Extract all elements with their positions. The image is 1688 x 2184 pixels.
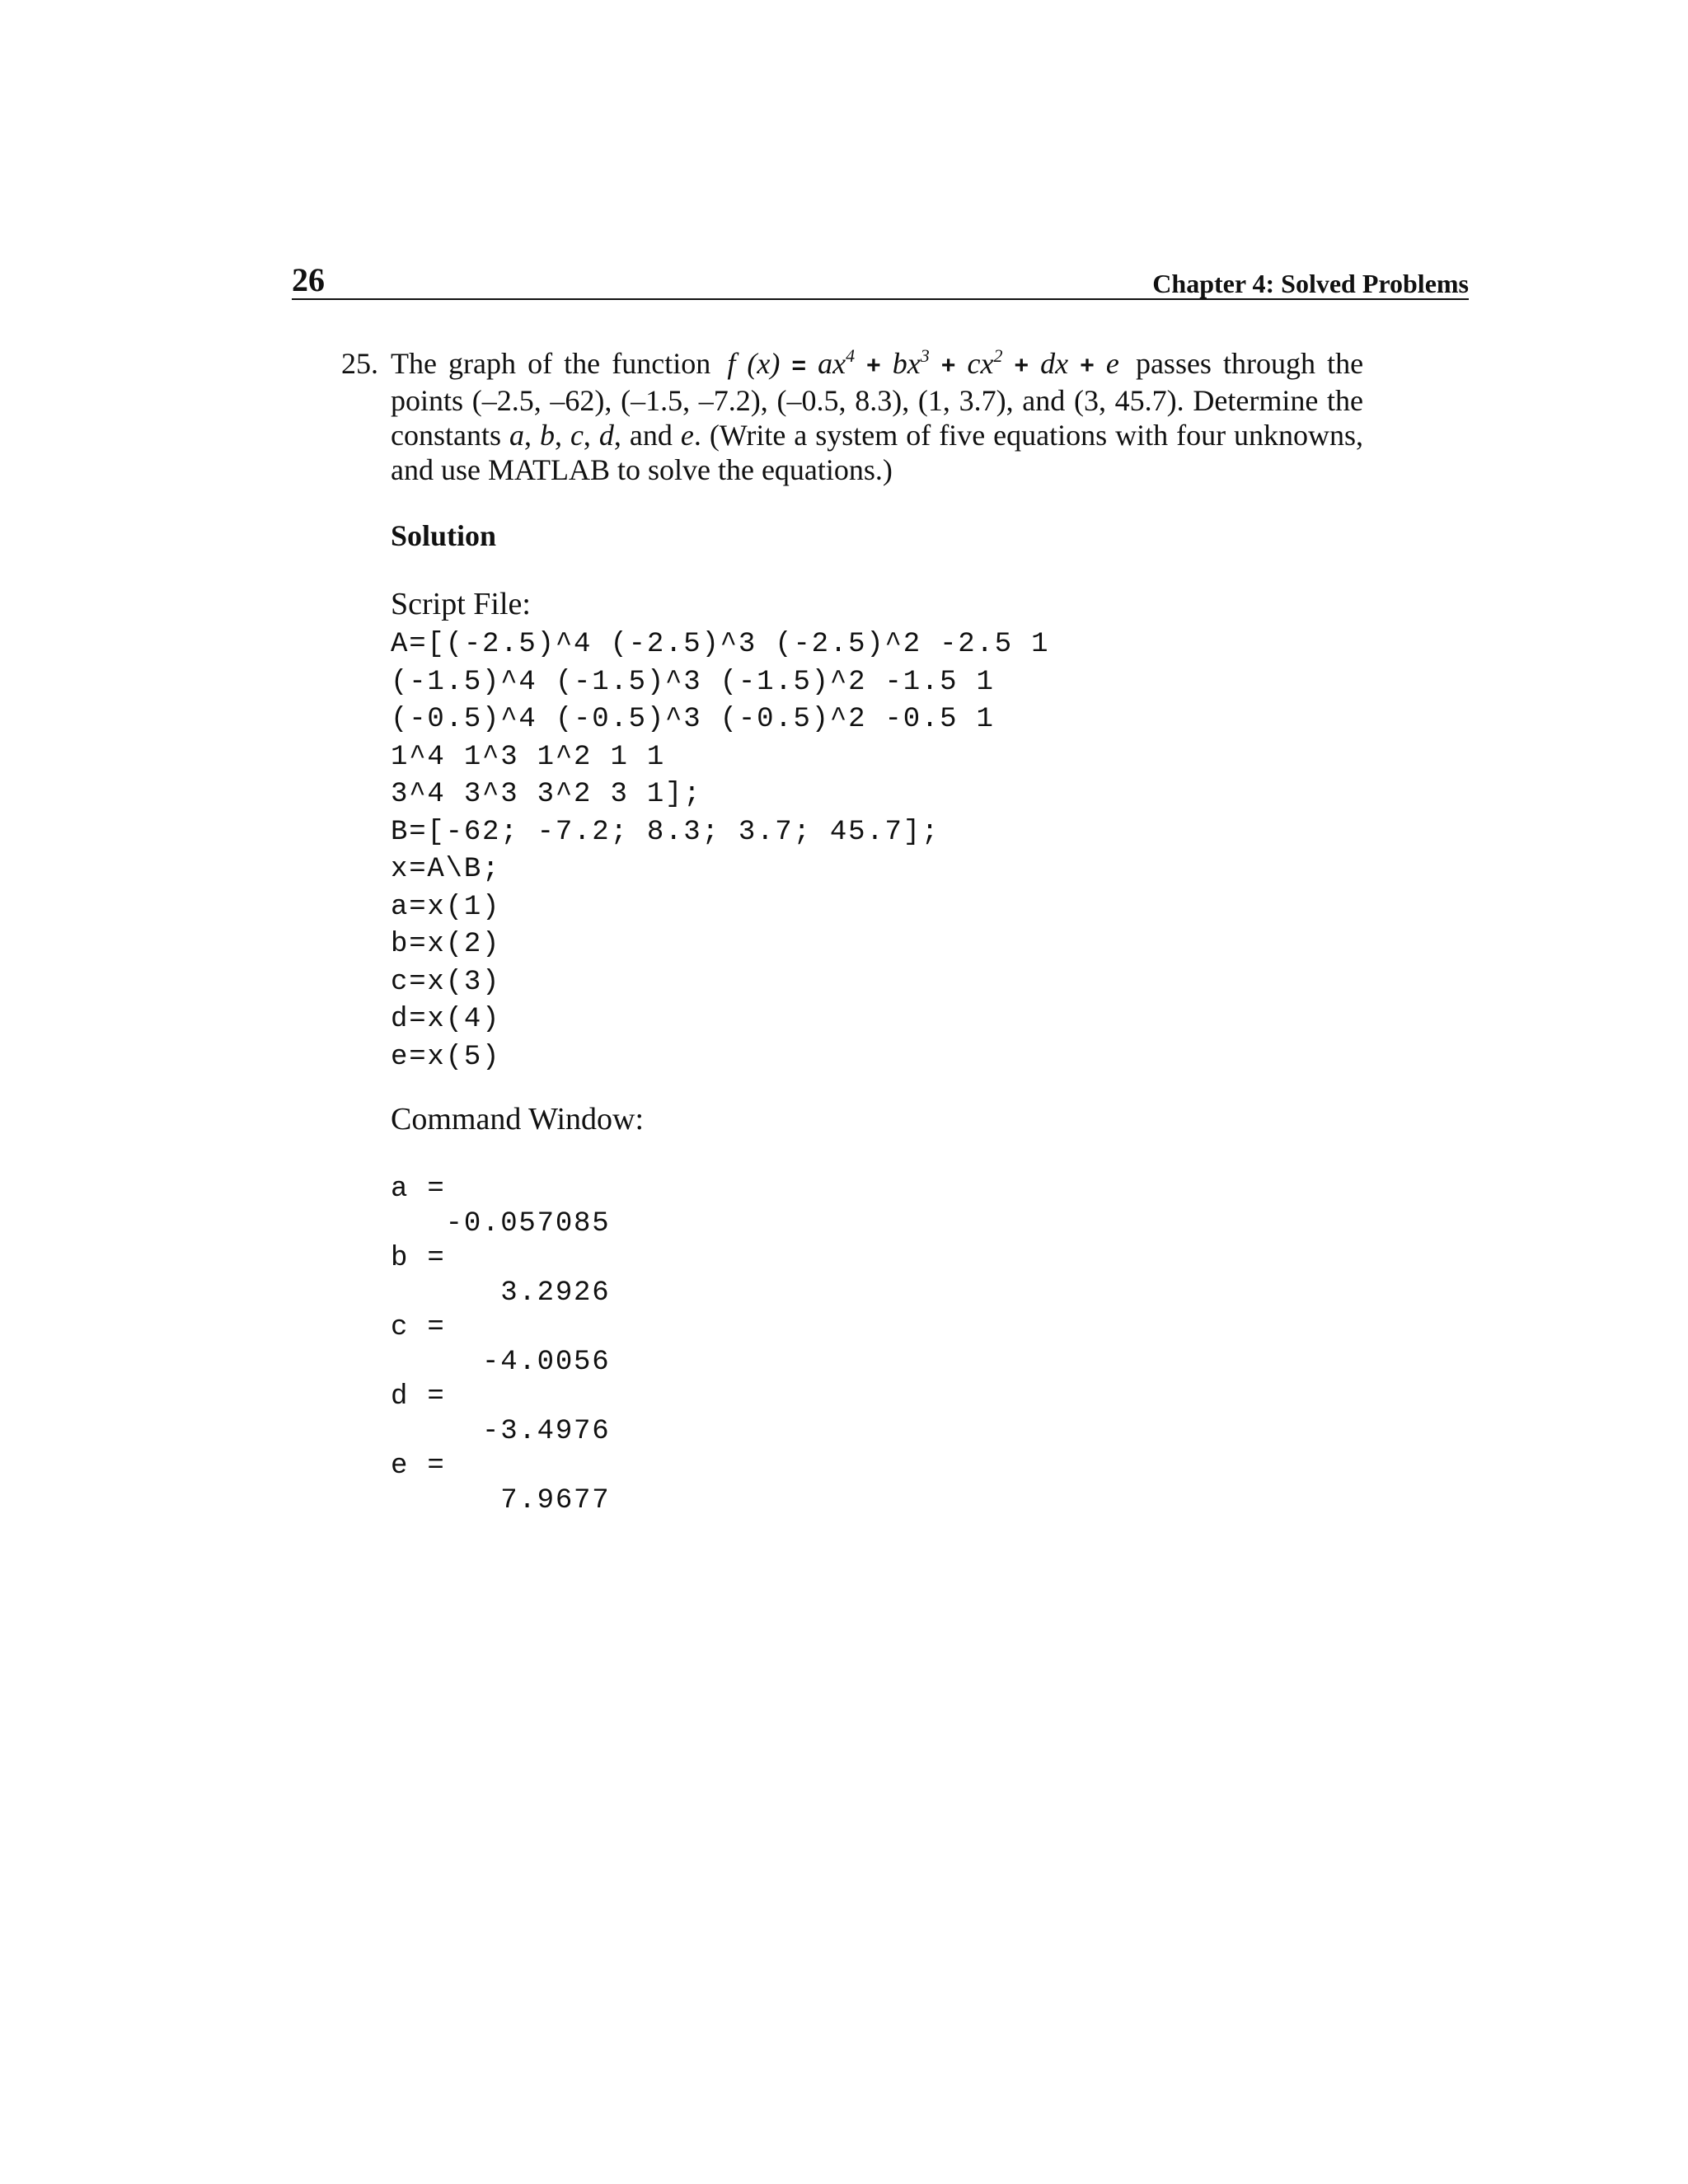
page-header [292, 257, 1469, 300]
problem-text [391, 346, 1363, 487]
code-line: A=[(-2.5)^4 (-2.5)^3 (-2.5)^2 -2.5 1 [391, 629, 1050, 660]
formula-plus: + [1080, 352, 1095, 379]
problem-text-before: The graph of the function [391, 347, 711, 380]
output-line: 3.2926 [391, 1277, 611, 1309]
output-line: -4.0056 [391, 1347, 611, 1378]
page-number: 26 [292, 261, 325, 298]
output-line: c = [391, 1312, 446, 1343]
comma: , [554, 419, 562, 452]
output-line: d = [391, 1381, 446, 1413]
comma: , [613, 419, 621, 452]
var-e: e [680, 419, 694, 452]
code-line: 1^4 1^3 1^2 1 1 [391, 741, 666, 773]
command-output-block [391, 1172, 610, 1518]
formula-term-b: bx [892, 347, 921, 380]
formula-lhs: f (x) [727, 347, 781, 380]
output-line: 7.9677 [391, 1485, 611, 1516]
code-line: (-1.5)^4 (-1.5)^3 (-1.5)^2 -1.5 1 [391, 666, 995, 698]
function-formula [722, 347, 1124, 380]
formula-term-a: ax [818, 347, 846, 380]
and-word: and [629, 419, 673, 452]
formula-term-c: cx [967, 347, 994, 380]
problem-text-after: passes through the points (–2.5, –62), (–1.5, –7.2), (–0.5, 8.3), (1, 3.7), and (3, 45.7). Determine the constants [391, 347, 1364, 452]
code-line: a=x(1) [391, 891, 501, 923]
formula-plus: + [1014, 352, 1029, 379]
code-line: e=x(5) [391, 1041, 501, 1073]
problem-number: 25. [341, 347, 378, 380]
var-a: a [509, 419, 524, 452]
formula-exp-2: 2 [993, 345, 1003, 366]
formula-term-e: e [1105, 347, 1119, 380]
var-b: b [539, 419, 555, 452]
comma: , [583, 419, 591, 452]
script-code-block [391, 626, 1049, 1076]
command-window-label: Command Window: [391, 1102, 645, 1137]
output-line: a = [391, 1174, 446, 1205]
output-line: e = [391, 1451, 446, 1482]
code-line: 3^4 3^3 3^2 3 1]; [391, 779, 702, 810]
output-line: -0.057085 [391, 1208, 611, 1240]
formula-plus: + [866, 352, 881, 379]
formula-plus: + [940, 352, 956, 379]
formula-equals: = [791, 352, 806, 379]
comma: , [523, 419, 532, 452]
problem-statement [341, 345, 1364, 487]
code-line: c=x(3) [391, 966, 501, 998]
var-c: c [570, 419, 584, 452]
formula-exp-3: 3 [920, 345, 930, 366]
formula-exp-4: 4 [846, 345, 856, 366]
solution-heading: Solution [391, 519, 497, 552]
formula-term-d: dx [1040, 347, 1069, 380]
code-line: (-0.5)^4 (-0.5)^3 (-0.5)^2 -0.5 1 [391, 704, 995, 735]
problem-text-end: . (Write a system of five equations with four unknowns, and use MATLAB to solve the equations.) [391, 419, 1364, 486]
code-line: B=[-62; -7.2; 8.3; 3.7; 45.7]; [391, 816, 940, 848]
code-line: x=A\B; [391, 854, 501, 885]
var-d: d [598, 419, 614, 452]
chapter-title: Chapter 4: Solved Problems [1152, 269, 1469, 298]
code-line: d=x(4) [391, 1004, 501, 1035]
output-line: b = [391, 1243, 446, 1274]
code-line: b=x(2) [391, 929, 501, 960]
script-file-label: Script File: [391, 587, 531, 621]
output-line: -3.4976 [391, 1416, 611, 1447]
